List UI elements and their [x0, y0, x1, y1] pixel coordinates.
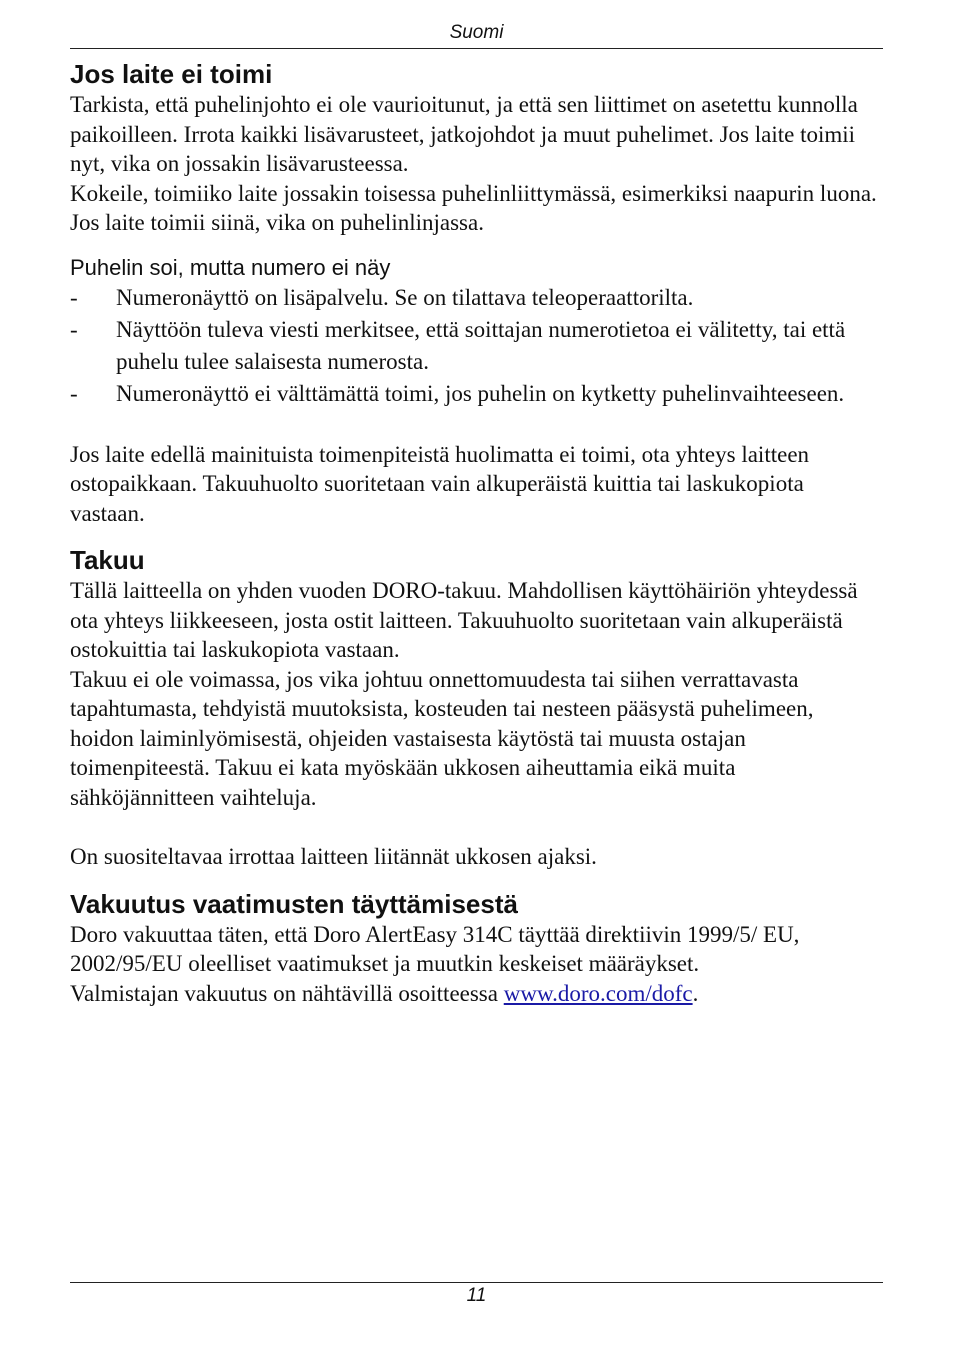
list-item-text: Numeronäyttö on lisäpalvelu. Se on tilattava teleoperaattorilta.	[116, 284, 694, 310]
paragraph: Tarkista, että puhelinjohto ei ole vaurioitunut, ja että sen liittimet on asetettu kunnolla paikoilleen. Irrota kaikki lisävarusteet, jatkojohdot ja muut puhelimet. Jos laite toimii nyt, vika on jossakin lisävarusteessa.	[70, 92, 858, 176]
section-title-declaration: Vakuutus vaatimusten täyttämisestä	[70, 888, 518, 919]
header-rule	[70, 48, 883, 49]
paragraph: Jos laite edellä mainituista toimenpiteistä huolimatta ei toimi, ota yhteys laitteen ostopaikkaan. Takuuhuolto suoritetaan vain alkuperäistä kuittia tai laskukopiota vastaan.	[70, 441, 810, 526]
list-item-text: Näyttöön tuleva viesti merkitsee, että soittajan numerotietoa ei välitetty, tai että puhelu tulee salaisesta numerosta.	[116, 316, 846, 374]
footer-rule	[70, 1282, 883, 1283]
dash-bullet: -	[70, 284, 78, 310]
paragraph-text: Valmistajan vakuutus on nähtävillä osoitteessa	[70, 980, 504, 1006]
header-language: Suomi	[449, 22, 504, 43]
paragraph	[70, 979, 883, 1009]
dash-list	[70, 282, 883, 410]
list-item	[70, 314, 883, 378]
dash-bullet: -	[70, 316, 78, 342]
section-title-not-working: Jos laite ei toimi	[70, 59, 273, 89]
list-item	[70, 282, 883, 314]
subsection-title-no-number: Puhelin soi, mutta numero ei näy	[70, 254, 391, 280]
declaration-link[interactable]: www.doro.com/dofc	[503, 980, 693, 1006]
page-content	[70, 58, 883, 1008]
paragraph: On suositeltavaa irrottaa laitteen liitännät ukkosen ajaksi.	[70, 844, 597, 869]
paragraph: Tällä laitteella on yhden vuoden DORO-takuu. Mahdollisen käyttöhäiriön yhteydessä ota yhteys liikkeeseen, josta ostit laitteen. Takuuhuolto suoritetaan vain alkuperäistä ostokuittia tai laskukopiota vastaan.	[70, 578, 858, 662]
page-number: 11	[466, 1285, 487, 1306]
paragraph-text: .	[692, 980, 699, 1006]
dash-bullet: -	[70, 380, 78, 406]
paragraph: Kokeile, toimiiko laite jossakin toisessa puhelinliittymässä, esimerkiksi naapurin luona. Jos laite toimii siinä, vika on puhelinlinjassa.	[70, 180, 877, 235]
paragraph: Takuu ei ole voimassa, jos vika johtuu onnettomuudesta tai siihen verrattavasta tapahtumasta, tehdyistä muutoksista, kosteuden tai nesteen pääsystä puhelimeen, hoidon laiminlyömisestä, ohjeiden vastaisesta käytöstä tai muusta ostajan toimenpiteestä. Takuu ei kata myöskään ukkosen aiheuttamia eikä muita sähköjännitteen vaihteluja.	[70, 666, 814, 810]
section-title-warranty: Takuu	[70, 545, 145, 575]
list-item	[70, 378, 883, 410]
paragraph: Doro vakuuttaa täten, että Doro AlertEasy 314C täyttää direktiivin 1999/5/ EU, 2002/95/EU oleelliset vaatimukset ja muutkin keskeiset määräykset.	[70, 921, 800, 976]
list-item-text: Numeronäyttö ei välttämättä toimi, jos puhelin on kytketty puhelinvaihteeseen.	[116, 380, 845, 406]
